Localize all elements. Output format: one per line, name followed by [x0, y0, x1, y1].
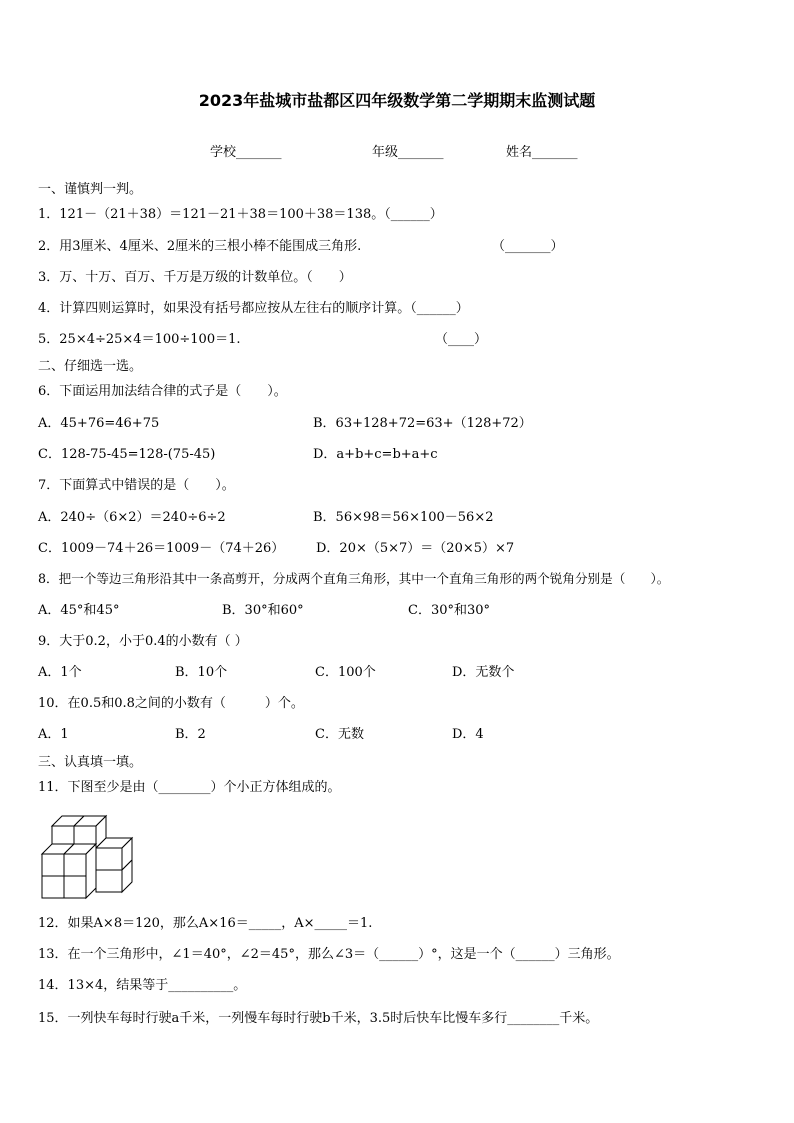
option-7c: C．1009－74＋26＝1009－（74＋26）: [38, 541, 285, 556]
question-1: 1．121－（21＋38）＝121－21＋38＝100＋38＝138。（______）: [38, 207, 443, 222]
name-field[interactable]: 姓名_______: [506, 145, 578, 160]
question-5-blank: （____）: [435, 332, 488, 347]
school-field[interactable]: 学校_______: [210, 145, 282, 160]
option-6b: B．63+128+72=63+（128+72）: [313, 416, 532, 431]
question-10: 10．在0.5和0.8之间的小数有（ ）个。: [38, 696, 304, 711]
option-8a: A．45°和45°: [38, 603, 120, 618]
option-9a: A．1个: [38, 665, 82, 680]
option-9d: D．无数个: [452, 665, 515, 680]
question-9: 9．大于0.2，小于0.4的小数有（ ）: [38, 634, 248, 649]
option-8c: C．30°和30°: [408, 603, 491, 618]
section-heading-3: 三、认真填一填。: [38, 755, 143, 770]
option-6c: C．128-75-45=128-(75-45): [38, 447, 216, 462]
cube-stack-figure: [38, 810, 138, 902]
option-7b: B．56×98＝56×100－56×2: [313, 510, 494, 525]
question-15: 15．一列快车每时行驶a千米，一列慢车每时行驶b千米，3.5时后快车比慢车多行________千米。: [38, 1011, 599, 1026]
question-8: 8．把一个等边三角形沿其中一条高剪开，分成两个直角三角形，其中一个直角三角形的两个锐角分别是（ ）。: [38, 571, 670, 586]
option-10a: A．1: [38, 727, 69, 742]
option-7a: A．240÷（6×2）＝240÷6÷2: [38, 510, 226, 525]
option-9b: B．10个: [175, 665, 228, 680]
option-6d: D．a+b+c=b+a+c: [313, 447, 438, 462]
option-7d: D．20×（5×7）＝（20×5）×7: [316, 541, 515, 556]
question-11: 11．下图至少是由（________）个小正方体组成的。: [38, 780, 341, 795]
section-heading-2: 二、仔细选一选。: [38, 359, 143, 374]
page-title: 2023年盐城市盐都区四年级数学第二学期期末监测试题: [198, 91, 596, 110]
question-3: 3．万、十万、百万、千万是万级的计数单位。（ ）: [38, 270, 352, 285]
question-4: 4．计算四则运算时，如果没有括号都应按从左往右的顺序计算。（______）: [38, 301, 469, 316]
grade-field[interactable]: 年级_______: [372, 145, 444, 160]
question-12: 12．如果A×8＝120，那么A×16＝_____，A×_____＝1.: [38, 916, 373, 931]
question-2: 2．用3厘米、4厘米、2厘米的三根小棒不能围成三角形.: [38, 239, 362, 254]
question-7: 7．下面算式中错误的是（ ）。: [38, 478, 235, 493]
option-10b: B．2: [175, 727, 206, 742]
question-5: 5．25×4÷25×4＝100÷100＝1.: [38, 332, 241, 347]
section-heading-1: 一、谨慎判一判。: [38, 182, 143, 197]
option-10d: D．4: [452, 727, 484, 742]
question-2-blank: （_______）: [492, 239, 564, 254]
question-6: 6．下面运用加法结合律的式子是（ ）。: [38, 384, 287, 399]
question-14: 14．13×4，结果等于__________。: [38, 978, 247, 993]
question-13: 13．在一个三角形中，∠1＝40°，∠2＝45°，那么∠3＝（______）°，这是一个（______）三角形。: [38, 947, 620, 962]
option-8b: B．30°和60°: [222, 603, 304, 618]
option-9c: C．100个: [315, 665, 376, 680]
option-10c: C．无数: [315, 727, 364, 742]
option-6a: A．45+76=46+75: [38, 416, 160, 431]
